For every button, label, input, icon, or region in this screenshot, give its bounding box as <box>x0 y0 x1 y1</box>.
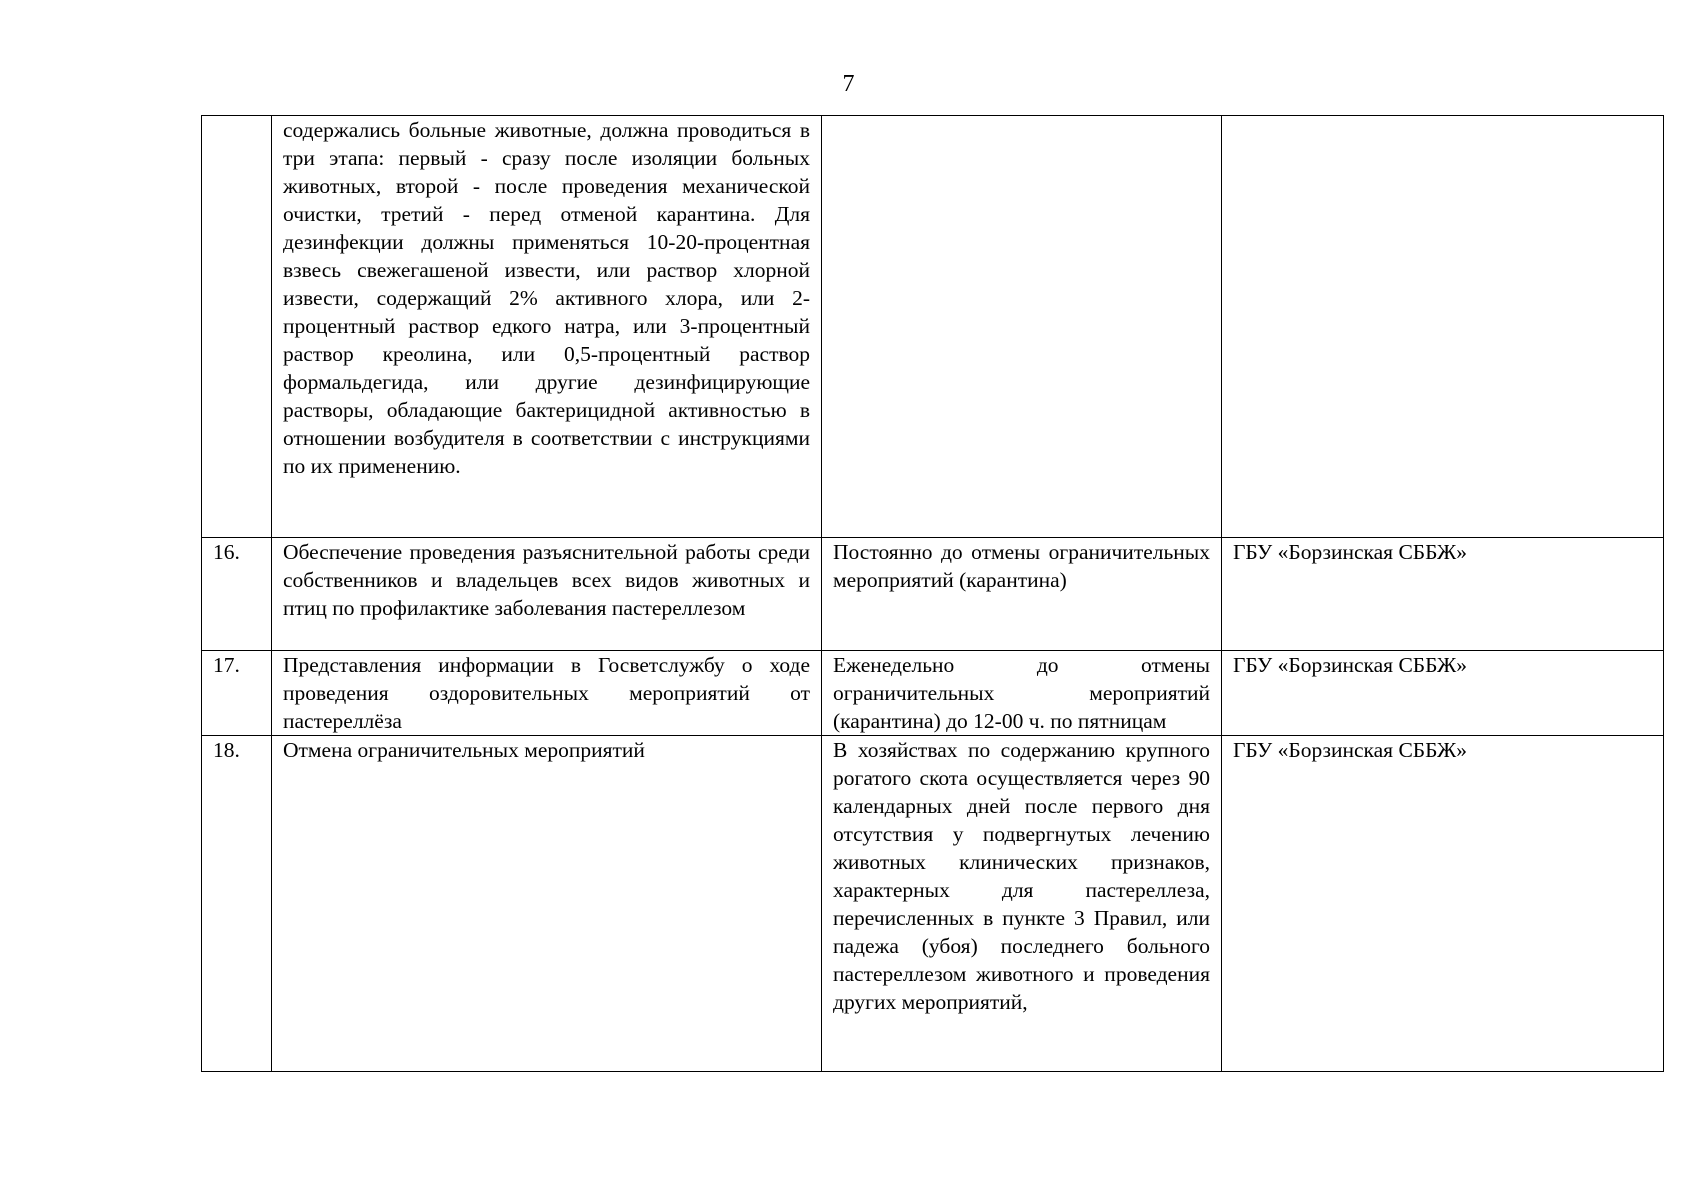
row-number-cell: 18. <box>202 736 272 1072</box>
term-cell <box>822 116 1222 538</box>
table-row <box>202 736 1664 1072</box>
row-number-cell: 17. <box>202 651 272 736</box>
table-row <box>202 538 1664 651</box>
term-cell: Постоянно до отмены ограничительных мероприятий (карантина) <box>822 538 1222 651</box>
action-cell: Отмена ограничительных мероприятий <box>272 736 822 1072</box>
table-row <box>202 651 1664 736</box>
action-cell: Обеспечение проведения разъяснительной работы среди собственников и владельцев всех видов животных и птиц по профилактике заболевания пастереллезом <box>272 538 822 651</box>
responsible-cell: ГБУ «Борзинская СББЖ» <box>1222 736 1664 1072</box>
term-cell: Еженедельно до отмены ограничительных мероприятий (карантина) до 12-00 ч. по пятницам <box>822 651 1222 736</box>
responsible-cell: ГБУ «Борзинская СББЖ» <box>1222 651 1664 736</box>
row-number-cell <box>202 116 272 538</box>
responsible-cell: ГБУ «Борзинская СББЖ» <box>1222 538 1664 651</box>
table-row <box>202 116 1664 538</box>
measures-table <box>201 115 1664 1072</box>
row-number-cell: 16. <box>202 538 272 651</box>
page-number: 7 <box>842 71 855 97</box>
term-cell: В хозяйствах по содержанию крупного рогатого скота осуществляется через 90 календарных дней после первого дня отсутствия у подвергнутых лечению животных клинических признаков, характерных для пастереллеза, перечисленных в пункте 3 Правил, или падежа (убоя) последнего больного пастереллезом животного и проведения других мероприятий, <box>822 736 1222 1072</box>
action-cell: Представления информации в Госветслужбу о ходе проведения оздоровительных мероприятий от пастереллёза <box>272 651 822 736</box>
action-cell: содержались больные животные, должна проводиться в три этапа: первый - сразу после изоляции больных животных, второй - после проведения механической очистки, третий - перед отменой карантина. Для дезинфекции должны применяться 10-20-процентная взвесь свежегашеной извести, или раствор хлорной извести, содержащий 2% активного хлора, или 2-процентный раствор едкого натра, или 3-процентный раствор креолина, или 0,5-процентный раствор формальдегида, или другие дезинфицирующие растворы, обладающие бактерицидной активностью в отношении возбудителя в соответствии с инструкциями по их применению. <box>272 116 822 538</box>
responsible-cell <box>1222 116 1664 538</box>
